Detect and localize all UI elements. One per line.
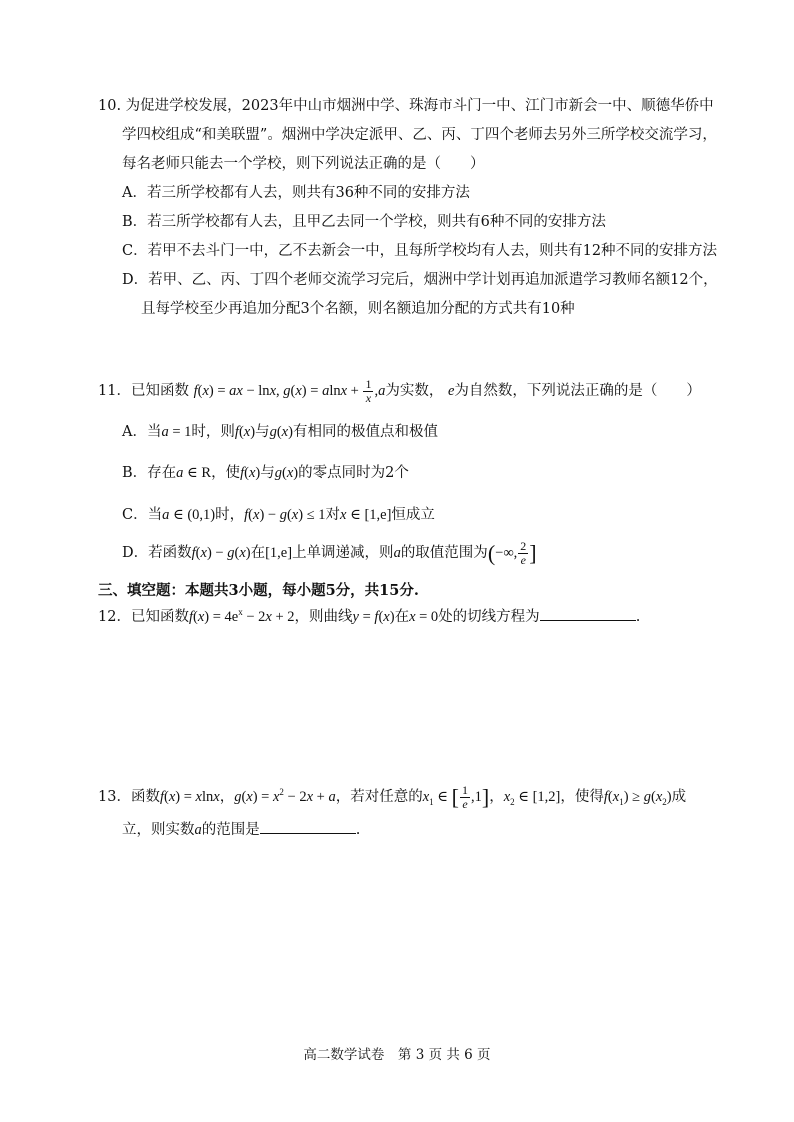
q10-option-d-line1: D．若甲、乙、丙、丁四个老师交流学习完后，烟洲中学计划再追加派遣学习教师名额12个，: [122, 272, 718, 288]
q10-option-b: B．若三所学校都有人去，且甲乙去同一个学校，则共有6种不同的安排方法: [122, 214, 606, 230]
q10-option-a: A．若三所学校都有人去，则共有36种不同的安排方法: [122, 185, 470, 201]
q10-line2: 学四校组成“和美联盟”。烟洲中学决定派甲、乙、丙、丁四个老师去另外三所学校交流学习，: [122, 127, 717, 143]
q10-line1: [98, 94, 714, 115]
q11-option-d: D．若函数f(x) − g(x)在[1,e]上单调递减，则a的取值范围为(−∞, $\frac{2}{e}$ ]: [122, 539, 537, 567]
q11-option-b: B．存在a ∈ R，使f(x)与g(x)的零点同时为2个: [122, 465, 409, 481]
q13-answer-blank[interactable]: [260, 833, 356, 834]
q13-stem-line2: 立，则实数a的范围是 .: [122, 822, 361, 838]
q10-text-line1: 为促进学校发展，2023年中山市烟洲中学、珠海市斗门一中、江门市新会一中、顺德华侨中: [125, 98, 714, 114]
q10-line3: 每名老师只能去一个学校，则下列说法正确的是（ ）: [122, 156, 485, 172]
q13-number: 13．: [98, 788, 131, 805]
q11-stem-end: 为自然数，下列说法正确的是（ ）: [454, 382, 701, 399]
q11-number: 11．: [98, 382, 131, 399]
q12-answer-blank[interactable]: [540, 620, 636, 621]
q11-formula: f(x) = ax − lnx, g(x) = alnx + $\frac{1}{x}$ ,a: [193, 377, 386, 405]
q10-option-c: C．若甲不去斗门一中，乙不去新会一中，且每所学校均有人去，则共有12种不同的安排方法: [122, 243, 718, 259]
q11-option-a: A．当a = 1时，则f(x)与g(x)有相同的极值点和极值: [122, 424, 438, 440]
q11-option-c: C．当a ∈ (0,1)时，f(x) − g(x) ≤ 1对x ∈ [1,e]恒成立: [122, 507, 435, 523]
q11-e: e: [447, 382, 455, 399]
q11-stem: [98, 378, 701, 405]
q12-stem: 12．已知函数$f(x) = 4e^x - 2x + 2$，则曲线y = f(x)在x = 0处的切线方程为 .: [98, 607, 641, 625]
q13-stem-line1: 13．函数f(x) = xlnx，$g(x) = x^2 - 2x + a$，若对任意的$x_1$ ∈ [ $\frac{1}{e}$ ,1]，$x_2$ ∈ [1,2]，使得$f(x_1) \ge g(x_2)$成: [98, 783, 687, 811]
page-footer: 高二数学试卷 第 3 页 共 6 页: [303, 1047, 491, 1063]
q11-stem-post: 为实数，: [385, 382, 444, 399]
q10-option-d-line2: 且每学校至少再追加分配3个名额，则名额追加分配的方式共有10种: [141, 301, 575, 317]
q12-number: 12．: [98, 609, 131, 625]
section-fill-in-title: 三、填空题：本题共3小题，每小题5分，共15分.: [98, 582, 419, 599]
q10-number: 10.: [98, 98, 122, 114]
q11-stem-pre: 已知函数: [130, 382, 189, 399]
